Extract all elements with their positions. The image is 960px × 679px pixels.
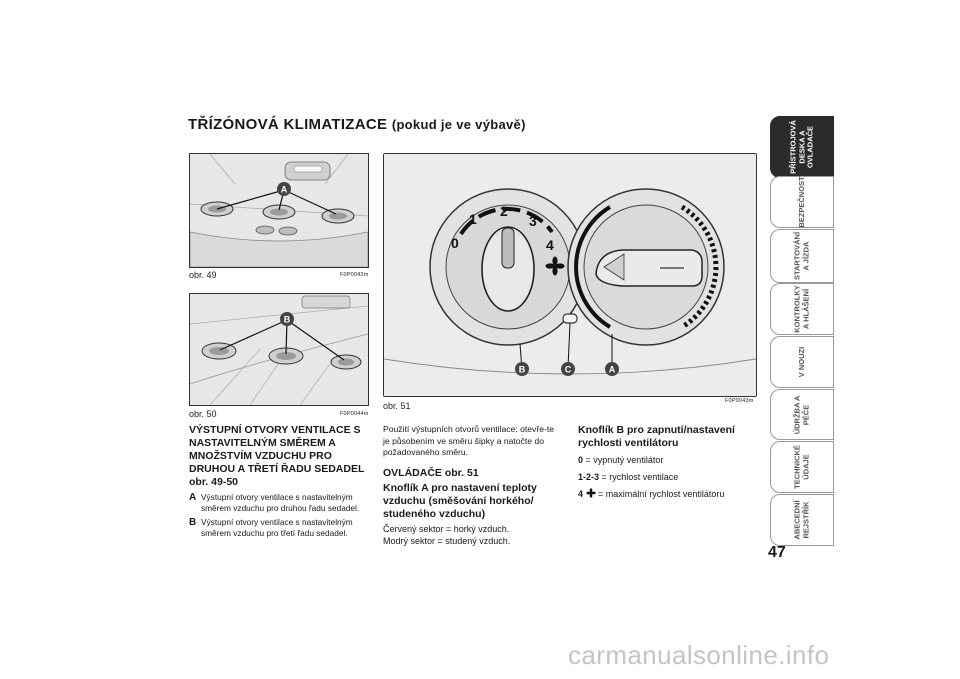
label-badge-a	[605, 362, 619, 376]
vents-usage-text: Použití výstupních otvorů ventilace: otevře-te je působením ve směru šipky a natočte do požadovaného směru.	[383, 424, 555, 457]
list-item: B Výstupní otvory ventilace s nastavitelným směrem vzduchu pro třetí řadu sedadel.	[189, 517, 353, 538]
figure-51	[383, 153, 757, 397]
knob-b-heading: Knoflík B pro zapnutí/nastavení rychlosti ventilátoru	[578, 424, 735, 449]
figure-49-illustration	[190, 154, 368, 267]
dial-number-0: 0	[451, 235, 459, 251]
sidebar-tab-startovani[interactable]: STARTOVÁNÍ A JÍZDA	[770, 229, 834, 283]
section-rear-vents	[189, 424, 369, 539]
figure-51-caption: obr. 51	[383, 401, 411, 411]
dial-number-1: 1	[469, 211, 477, 227]
blue-sector-text: Modrý sektor = studený vzduch.	[383, 535, 511, 546]
page-number: 47	[768, 544, 786, 561]
knob-a-heading: Knoflík A pro nastavení teploty vzduchu (směšování horkého/ studeného vzduchu)	[383, 481, 537, 520]
sidebar-tab-pristrojova-deska[interactable]: PŘÍSTROJOVÁ DESKA A OVLADAČE	[770, 116, 834, 178]
page-title: TŘÍZÓNOVÁ KLIMATIZACE (pokud je ve výbavě)	[188, 116, 526, 133]
fan-icon	[586, 488, 596, 498]
figure-50-label: B	[283, 314, 291, 325]
figure-51-code: F0P0043m	[725, 398, 754, 404]
section-fan-knob	[578, 424, 758, 500]
page-title-suffix: (pokud je ve výbavě)	[391, 117, 526, 132]
figure-49-caption: obr. 49	[189, 270, 217, 280]
dial-number-3: 3	[529, 213, 537, 229]
list-item: 4 = maximální rychlost ventilátoru	[578, 489, 725, 499]
list-item: 1-2-3 = rychlost ventilace	[578, 472, 679, 482]
figure-49-code: F0P0042m	[340, 272, 369, 278]
label-badge-c	[561, 362, 575, 376]
sidebar-tab-v-nouzi[interactable]: V NOUZI	[770, 336, 834, 388]
svg-text:B: B	[518, 364, 526, 375]
section-controls	[383, 424, 563, 547]
figure-50-code: F0P0044m	[340, 411, 369, 417]
sidebar-tab-technicke-udaje[interactable]: TECHNICKÉ ÚDAJE	[770, 441, 834, 493]
list-item: 0 = vypnutý ventilátor	[578, 455, 664, 465]
svg-text:C: C	[564, 364, 572, 375]
figure-50-illustration	[190, 294, 368, 405]
recirculation-indicator	[563, 314, 577, 323]
svg-text:A: A	[608, 364, 616, 375]
red-sector-text: Červený sektor = horký vzduch.	[383, 523, 510, 534]
sidebar-tab-udrzba[interactable]: ÚDRŽBA A PÉČE	[770, 389, 834, 440]
figure-50-caption: obr. 50	[189, 409, 217, 419]
fan-speed-knob	[430, 189, 586, 345]
sidebar-tab-bezpecnost[interactable]: BEZPEČNOST	[770, 176, 834, 228]
list-item: A Výstupní otvory ventilace s nastavitelným směrem vzduchu pro druhou řadu sedadel.	[189, 492, 360, 513]
dial-number-4: 4	[546, 237, 554, 253]
rear-vents-heading: VÝSTUPNÍ OTVORY VENTILACE S NASTAVITELNÝM SMĚREM A MNOŽSTVÍM VZDUCHU PRO DRUHOU A TŘETÍ ŘADU SEDADEL obr. 49-50	[189, 424, 365, 488]
temperature-knob	[568, 189, 724, 345]
label-badge-b	[515, 362, 529, 376]
dial-number-2: 2	[500, 203, 508, 219]
figure-49	[189, 153, 369, 268]
figure-50	[189, 293, 369, 406]
watermark: carmanualsonline.info	[568, 640, 830, 670]
sidebar-tab-abecedni-rejstrik[interactable]: ABECEDNÍ REJSTŘÍK	[770, 494, 834, 546]
figure-51-illustration	[384, 154, 756, 396]
sidebar-tab-kontrolky[interactable]: KONTROLKY A HLÁŠENÍ	[770, 283, 834, 335]
figure-49-label: A	[280, 184, 288, 195]
controls-heading: OVLÁDAČE obr. 51	[383, 466, 479, 479]
